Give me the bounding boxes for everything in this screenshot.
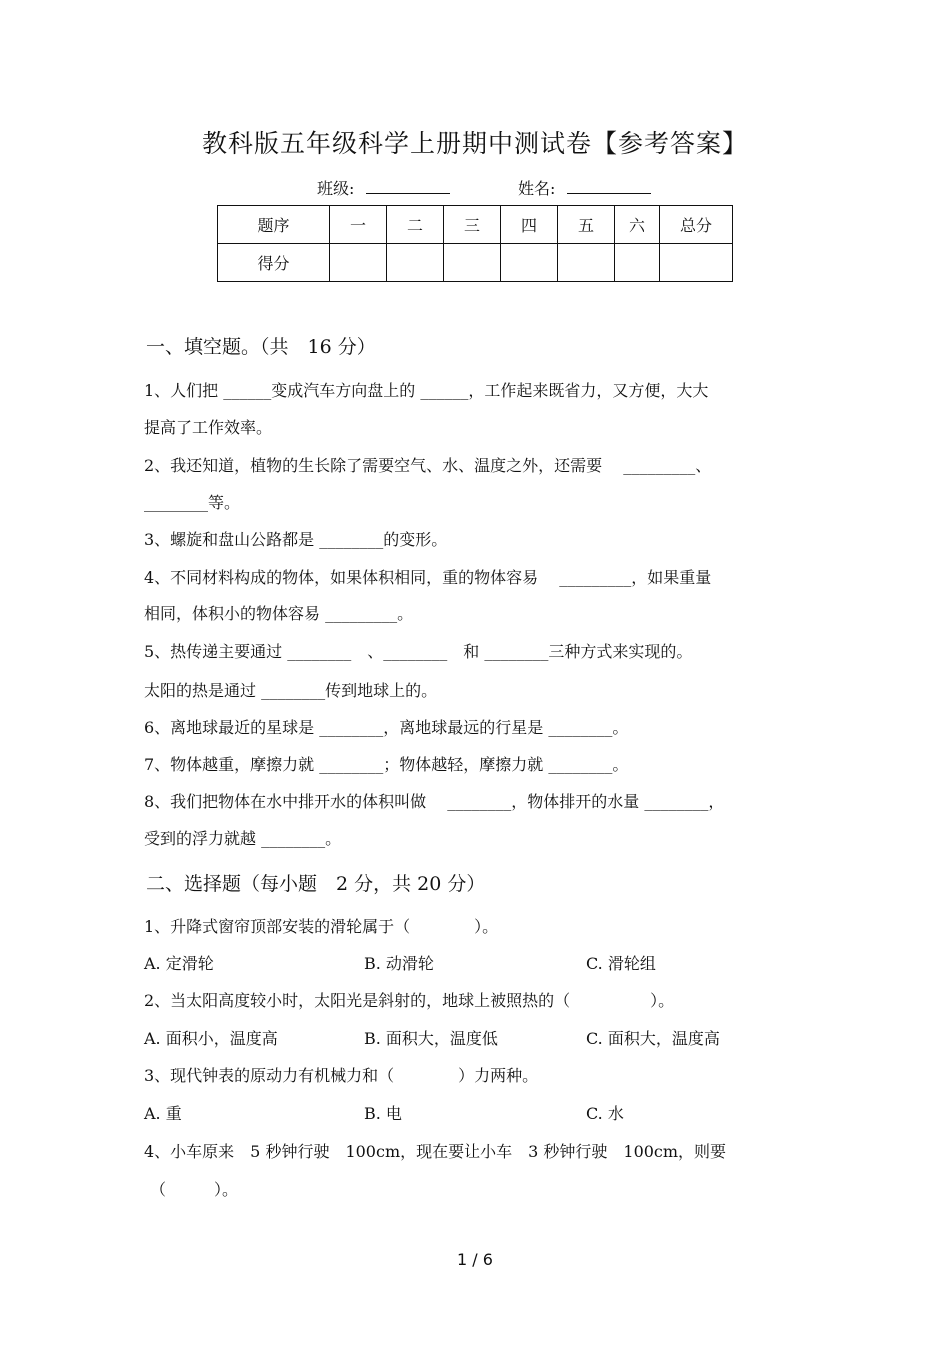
score-header-cell: 一 xyxy=(330,206,387,244)
choice-option-c[interactable]: C. 滑轮组 xyxy=(586,954,656,973)
score-header-cell: 五 xyxy=(558,206,615,244)
fill-question-line: 2、我还知道，植物的生长除了需要空气、水、温度之外，还需要 _________、 xyxy=(144,456,712,475)
score-cell[interactable] xyxy=(615,244,660,282)
name-field xyxy=(518,176,651,199)
fill-question-line: 7、物体越重，摩擦力就 ________；物体越轻，摩擦力就 ________。 xyxy=(144,755,629,774)
exam-title: 教科版五年级科学上册期中测试卷【参考答案】 xyxy=(201,129,748,158)
fill-question-line: ________等。 xyxy=(144,493,241,512)
choice-option-b[interactable]: B. 面积大，温度低 xyxy=(364,1029,498,1048)
fill-question-line: 受到的浮力就越 ________。 xyxy=(144,829,342,848)
score-header-cell: 题序 xyxy=(218,206,330,244)
score-header-cell: 三 xyxy=(444,206,501,244)
score-header-cell: 总分 xyxy=(660,206,733,244)
fill-question-line: 3、螺旋和盘山公路都是 ________的变形。 xyxy=(144,530,448,549)
score-header-cell: 二 xyxy=(387,206,444,244)
choice-question-stem: 2、当太阳高度较小时，太阳光是斜射的，地球上被照热的（ ）。 xyxy=(144,991,675,1010)
section1-title: 一、填空题。（共 16 分） xyxy=(146,336,376,358)
score-table-score-row xyxy=(218,244,733,282)
choice-option-b[interactable]: B. 动滑轮 xyxy=(364,954,434,973)
fill-question-line: 6、离地球最近的星球是 ________，离地球最远的行星是 ________。 xyxy=(144,718,629,737)
score-header-cell: 六 xyxy=(615,206,660,244)
section2-title: 二、选择题（每小题 2 分，共 20 分） xyxy=(146,873,486,895)
score-cell[interactable] xyxy=(558,244,615,282)
score-cell[interactable] xyxy=(330,244,387,282)
score-table xyxy=(217,205,733,282)
score-header-cell: 四 xyxy=(501,206,558,244)
score-cell[interactable] xyxy=(501,244,558,282)
choice-option-b[interactable]: B. 电 xyxy=(364,1104,402,1123)
choice-question-stem-continued: （ ）。 xyxy=(150,1180,239,1199)
class-field xyxy=(317,176,450,199)
fill-question-line: 4、不同材料构成的物体，如果体积相同，重的物体容易 _________，如果重量 xyxy=(144,568,712,587)
fill-question-line: 1、人们把 ______变成汽车方向盘上的 ______，工作起来既省力，又方便，大大 xyxy=(144,381,709,400)
choice-option-a[interactable]: A. 面积小，温度高 xyxy=(144,1029,278,1048)
choice-question-stem: 4、小车原来 5 秒钟行驶 100cm，现在要让小车 3 秒钟行驶 100cm，则要 xyxy=(144,1142,727,1161)
class-blank[interactable] xyxy=(366,179,450,194)
choice-option-a[interactable]: A. 定滑轮 xyxy=(144,954,214,973)
class-label: 班级: xyxy=(317,179,355,198)
fill-question-line: 5、热传递主要通过 ________ 、________ 和 ________三种方式来实现的。 xyxy=(144,642,693,661)
page-number: 1 / 6 xyxy=(457,1250,493,1269)
score-table-header-row xyxy=(218,206,733,244)
score-row-label: 得分 xyxy=(218,244,330,282)
fill-question-line: 8、我们把物体在水中排开水的体积叫做 ________，物体排开的水量 ________， xyxy=(144,792,725,811)
fill-question-line: 太阳的热是通过 ________传到地球上的。 xyxy=(144,681,438,700)
score-cell[interactable] xyxy=(660,244,733,282)
choice-question-stem: 3、现代钟表的原动力有机械力和（ ）力两种。 xyxy=(144,1066,539,1085)
name-label: 姓名: xyxy=(518,179,556,198)
choice-option-c[interactable]: C. 面积大，温度高 xyxy=(586,1029,720,1048)
choice-option-a[interactable]: A. 重 xyxy=(144,1104,182,1123)
score-cell[interactable] xyxy=(444,244,501,282)
fill-question-line: 相同，体积小的物体容易 _________。 xyxy=(144,604,414,623)
choice-question-stem: 1、升降式窗帘顶部安装的滑轮属于（ ）。 xyxy=(144,917,499,936)
score-cell[interactable] xyxy=(387,244,444,282)
name-blank[interactable] xyxy=(567,179,651,194)
fill-question-line: 提高了工作效率。 xyxy=(144,418,273,437)
choice-option-c[interactable]: C. 水 xyxy=(586,1104,624,1123)
